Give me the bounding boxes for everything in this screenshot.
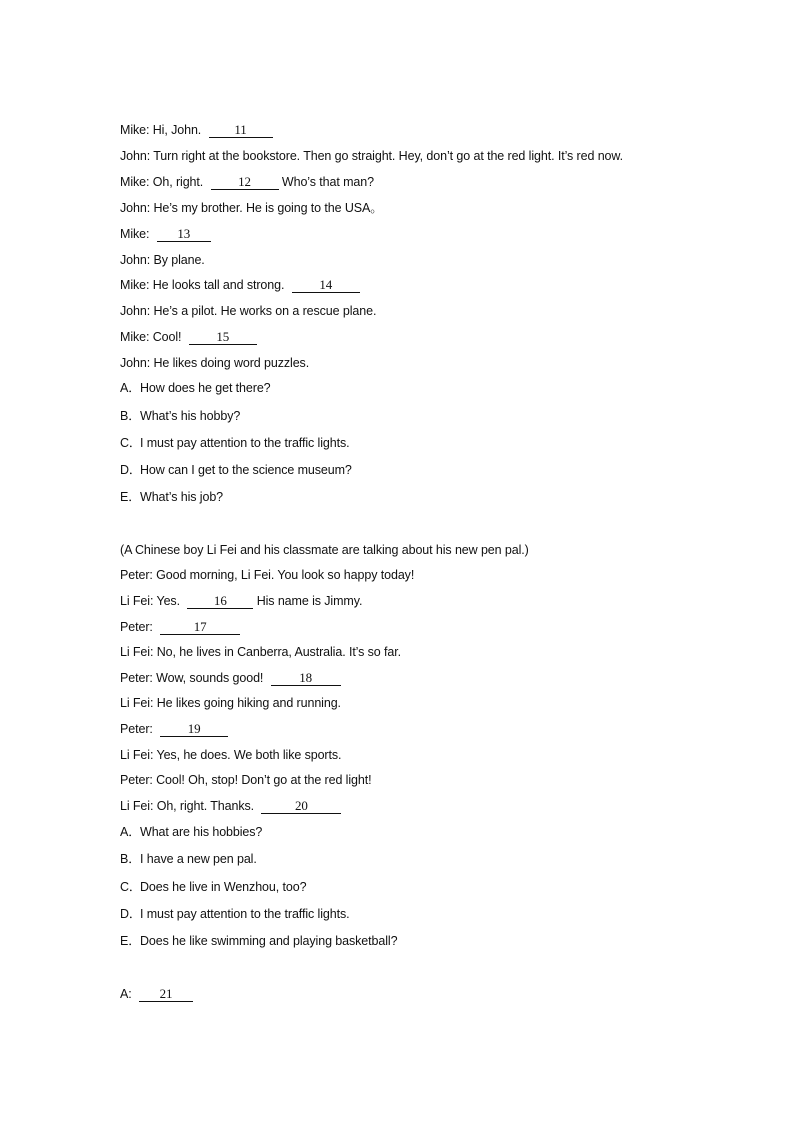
dialogue-line bbox=[120, 721, 228, 737]
line-text: Who’s that man? bbox=[278, 175, 374, 189]
option-text: Does he like swimming and playing basketball? bbox=[140, 934, 398, 948]
option-letter: C． bbox=[120, 880, 142, 894]
option-letter: D． bbox=[120, 463, 142, 477]
option-text: What are his hobbies? bbox=[140, 825, 263, 839]
dialogue-line bbox=[120, 670, 341, 686]
option-text: I have a new pen pal. bbox=[140, 852, 257, 866]
option-letter: D． bbox=[120, 907, 142, 921]
option-item bbox=[120, 489, 223, 505]
dialogue-line bbox=[120, 174, 374, 190]
line-text: Peter: Cool! Oh, stop! Don’t go at the red light! bbox=[120, 773, 372, 787]
answer-blank: 20 bbox=[261, 799, 341, 814]
line-text: A: bbox=[120, 987, 135, 1001]
dialogue-line bbox=[120, 567, 414, 583]
dialogue-line bbox=[120, 695, 341, 711]
dialogue-line bbox=[120, 277, 360, 293]
answer-blank: 15 bbox=[189, 330, 257, 345]
line-text: Li Fei: Oh, right. Thanks. bbox=[120, 799, 258, 813]
line-text: Mike: Cool! bbox=[120, 330, 185, 344]
option-item bbox=[120, 435, 349, 451]
answer-blank: 12 bbox=[211, 175, 279, 190]
line-text: Peter: Good morning, Li Fei. You look so happy today! bbox=[120, 568, 415, 582]
option-item bbox=[120, 408, 240, 424]
line-text: John: He’s a pilot. He works on a rescue plane. bbox=[120, 304, 377, 318]
dialogue-line bbox=[120, 644, 401, 660]
option-item bbox=[120, 906, 349, 922]
dialogue-line bbox=[120, 798, 341, 814]
dialogue-line bbox=[120, 200, 383, 216]
option-text: Does he live in Wenzhou, too? bbox=[140, 880, 307, 894]
line-text: John: By plane. bbox=[120, 253, 205, 267]
line-text: John: Turn right at the bookstore. Then go straight. Hey, don’t go at the red light. It’s red now. bbox=[120, 149, 624, 163]
dialogue-line bbox=[120, 986, 193, 1002]
option-item bbox=[120, 824, 262, 840]
line-text: John: He’s my brother. He is going to the USA。 bbox=[120, 201, 383, 215]
line-text: Peter: bbox=[120, 722, 157, 736]
option-item bbox=[120, 462, 352, 478]
dialogue-line bbox=[120, 772, 372, 788]
line-text: Li Fei: He likes going hiking and running. bbox=[120, 696, 341, 710]
dialogue-line bbox=[120, 619, 240, 635]
line-text: Peter: bbox=[120, 620, 157, 634]
answer-blank: 17 bbox=[160, 620, 240, 635]
answer-blank: 11 bbox=[209, 123, 273, 138]
option-item bbox=[120, 879, 306, 895]
option-letter: E． bbox=[120, 490, 141, 504]
dialogue-line bbox=[120, 148, 623, 164]
line-text: Peter: Wow, sounds good! bbox=[120, 671, 267, 685]
answer-blank: 21 bbox=[139, 987, 193, 1002]
option-letter: A． bbox=[120, 825, 141, 839]
answer-blank: 16 bbox=[187, 594, 253, 609]
option-letter: B． bbox=[120, 409, 141, 423]
dialogue-line bbox=[120, 226, 211, 242]
option-item bbox=[120, 851, 257, 867]
section-intro: (A Chinese boy Li Fei and his classmate are talking about his new pen pal.) bbox=[120, 543, 529, 557]
line-text: Li Fei: Yes, he does. We both like sports. bbox=[120, 748, 342, 762]
answer-blank: 14 bbox=[292, 278, 360, 293]
option-item bbox=[120, 933, 397, 949]
answer-blank: 19 bbox=[160, 722, 228, 737]
option-letter: E． bbox=[120, 934, 141, 948]
dialogue-line bbox=[120, 329, 257, 345]
option-text: I must pay attention to the traffic lights. bbox=[140, 907, 350, 921]
answer-blank: 13 bbox=[157, 227, 211, 242]
line-text: Li Fei: No, he lives in Canberra, Australia. It’s so far. bbox=[120, 645, 402, 659]
dialogue-line bbox=[120, 252, 205, 268]
line-text: Mike: Oh, right. bbox=[120, 175, 207, 189]
dialogue-line bbox=[120, 303, 376, 319]
line-text: His name is Jimmy. bbox=[253, 594, 363, 608]
dialogue-line bbox=[120, 355, 309, 371]
option-letter: A． bbox=[120, 381, 141, 395]
option-item bbox=[120, 380, 271, 396]
line-text: Mike: Hi, John. bbox=[120, 123, 205, 137]
dialogue-line bbox=[120, 747, 341, 763]
answer-blank: 18 bbox=[271, 671, 341, 686]
option-text: How does he get there? bbox=[140, 381, 271, 395]
dialogue-line bbox=[120, 122, 273, 138]
option-text: What’s his job? bbox=[140, 490, 224, 504]
option-text: I must pay attention to the traffic lights. bbox=[140, 436, 350, 450]
option-text: How can I get to the science museum? bbox=[140, 463, 352, 477]
line-text: Mike: He looks tall and strong. bbox=[120, 278, 288, 292]
line-text: Mike: bbox=[120, 227, 153, 241]
option-letter: C． bbox=[120, 436, 142, 450]
option-text: What’s his hobby? bbox=[140, 409, 241, 423]
line-text: John: He likes doing word puzzles. bbox=[120, 356, 310, 370]
dialogue-line bbox=[120, 593, 362, 609]
option-letter: B． bbox=[120, 852, 141, 866]
line-text: Li Fei: Yes. bbox=[120, 594, 184, 608]
